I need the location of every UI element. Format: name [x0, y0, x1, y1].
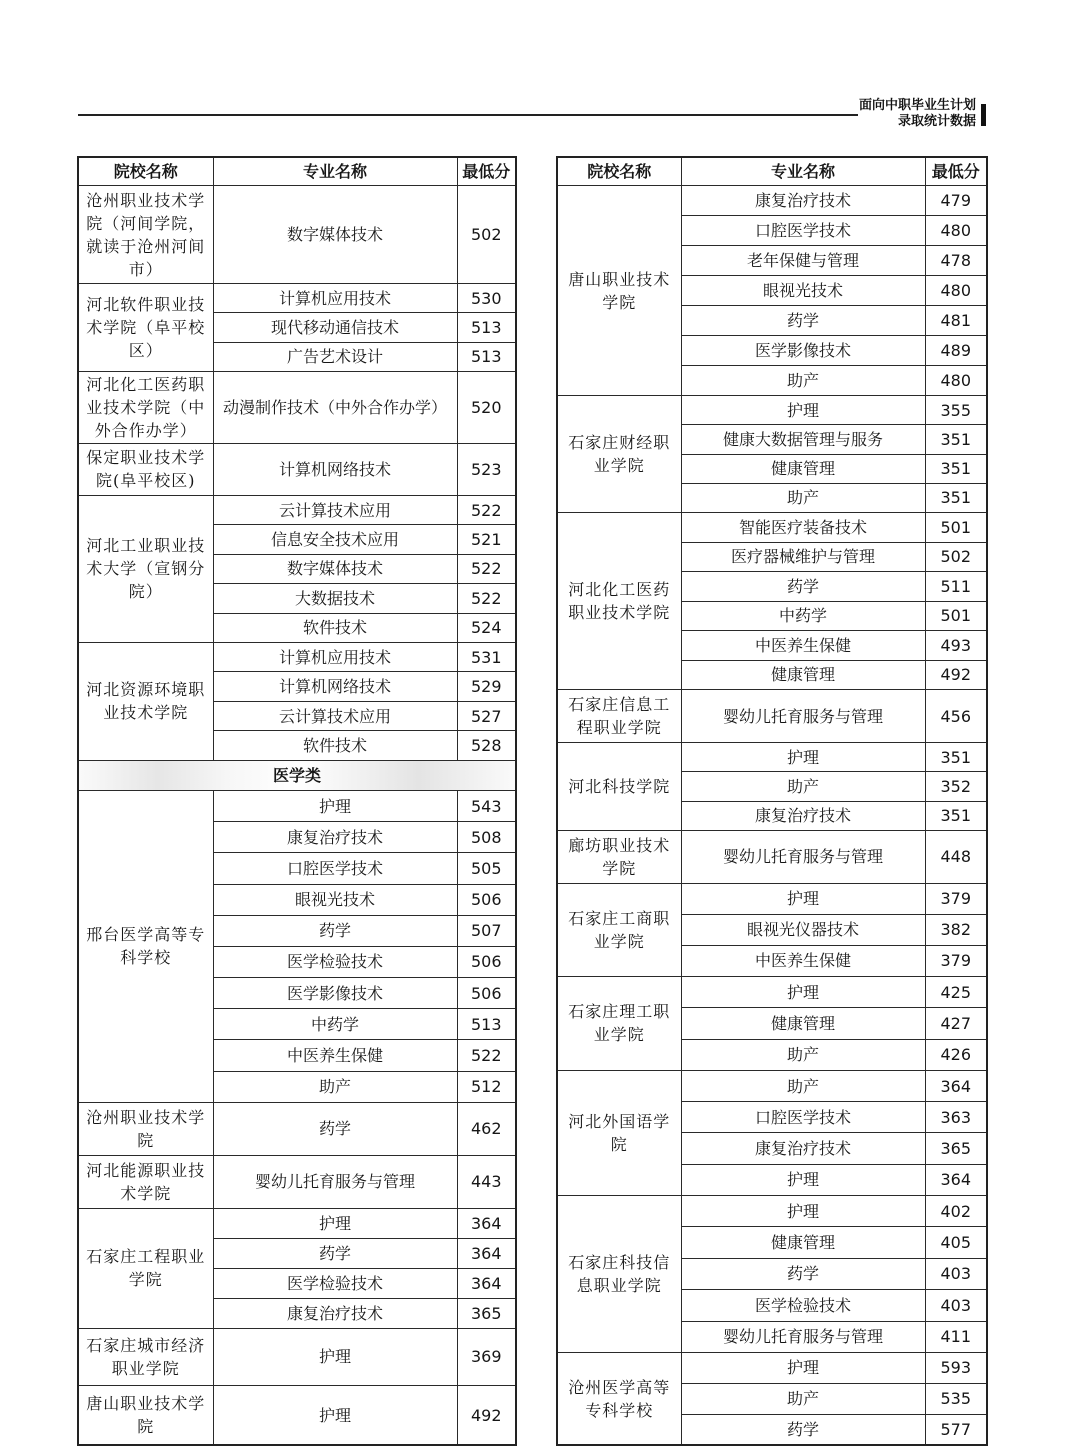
min-score-cell: 351	[925, 425, 987, 454]
table-header-row	[557, 157, 987, 186]
min-score-cell: 502	[925, 542, 987, 572]
min-score-cell: 426	[925, 1039, 987, 1070]
major-name-cell: 软件技术	[213, 731, 457, 761]
col-header-school: 院校名称	[78, 157, 213, 186]
table-row	[78, 642, 516, 672]
min-score-cell: 489	[925, 336, 987, 366]
school-name-cell: 河北能源职业技术学院	[78, 1155, 213, 1208]
min-score-cell: 365	[457, 1298, 516, 1328]
major-name-cell: 健康管理	[681, 1227, 925, 1258]
table-row	[78, 790, 516, 821]
min-score-cell: 364	[925, 1070, 987, 1101]
school-name-cell: 河北化工医药职业技术学院	[557, 513, 681, 690]
min-score-cell: 382	[925, 914, 987, 945]
min-score-cell: 480	[925, 276, 987, 306]
major-name-cell: 眼视光技术	[213, 884, 457, 915]
admission-table-right	[556, 156, 988, 1446]
major-name-cell: 护理	[681, 743, 925, 772]
major-name-cell: 康复治疗技术	[681, 1133, 925, 1164]
min-score-cell: 577	[925, 1414, 987, 1445]
table-row	[78, 1208, 516, 1238]
min-score-cell: 379	[925, 945, 987, 976]
min-score-cell: 379	[925, 883, 987, 914]
school-name-cell: 河北化工医药职业技术学院（中外合作办学）	[78, 371, 213, 443]
major-name-cell: 护理	[681, 976, 925, 1007]
major-name-cell: 中药学	[213, 1009, 457, 1040]
min-score-cell: 493	[925, 631, 987, 661]
major-name-cell: 计算机应用技术	[213, 284, 457, 313]
table-row	[78, 284, 516, 313]
min-score-cell: 501	[925, 601, 987, 631]
school-name-cell: 唐山职业技术学院	[78, 1385, 213, 1445]
major-name-cell: 护理	[681, 1195, 925, 1226]
major-name-cell: 药学	[681, 1258, 925, 1289]
header-line-1: 面向中职毕业生计划	[858, 98, 976, 113]
major-name-cell: 口腔医学技术	[681, 1102, 925, 1133]
min-score-cell: 479	[925, 186, 987, 216]
major-name-cell: 健康管理	[681, 660, 925, 690]
major-name-cell: 护理	[681, 1352, 925, 1383]
min-score-cell: 522	[457, 495, 516, 524]
min-score-cell: 364	[457, 1238, 516, 1268]
major-name-cell: 助产	[681, 1039, 925, 1070]
min-score-cell: 351	[925, 454, 987, 483]
table-row	[557, 396, 987, 425]
min-score-cell: 364	[925, 1164, 987, 1195]
school-name-cell: 石家庄理工职业学院	[557, 976, 681, 1070]
major-name-cell: 康复治疗技术	[213, 1298, 457, 1328]
major-name-cell: 现代移动通信技术	[213, 313, 457, 342]
school-name-cell: 石家庄科技信息职业学院	[557, 1195, 681, 1352]
col-header-score: 最低分	[457, 157, 516, 186]
min-score-cell: 506	[457, 946, 516, 977]
major-name-cell: 康复治疗技术	[213, 822, 457, 853]
header-line-2: 录取统计数据	[897, 114, 976, 129]
school-name-cell: 河北外国语学院	[557, 1070, 681, 1195]
min-score-cell: 527	[457, 701, 516, 731]
table-row	[557, 186, 987, 216]
min-score-cell: 543	[457, 790, 516, 821]
min-score-cell: 593	[925, 1352, 987, 1383]
school-name-cell: 沧州职业技术学院（河间学院，就读于沧州河间市）	[78, 186, 213, 284]
major-name-cell: 口腔医学技术	[681, 216, 925, 246]
major-name-cell: 数字媒体技术	[213, 186, 457, 284]
min-score-cell: 501	[925, 513, 987, 543]
category-row	[78, 760, 516, 790]
major-name-cell: 大数据技术	[213, 584, 457, 613]
min-score-cell: 520	[457, 371, 516, 443]
major-name-cell: 药学	[213, 1102, 457, 1155]
table-row	[557, 1070, 987, 1101]
min-score-cell: 529	[457, 672, 516, 702]
major-name-cell: 医学检验技术	[213, 1268, 457, 1298]
col-header-major: 专业名称	[681, 157, 925, 186]
min-score-cell: 365	[925, 1133, 987, 1164]
major-name-cell: 康复治疗技术	[681, 801, 925, 830]
min-score-cell: 505	[457, 853, 516, 884]
table-row	[557, 1352, 987, 1383]
school-name-cell: 廊坊职业技术学院	[557, 830, 681, 883]
min-score-cell: 402	[925, 1195, 987, 1226]
col-header-major: 专业名称	[213, 157, 457, 186]
school-name-cell: 沧州职业技术学院	[78, 1102, 213, 1155]
major-name-cell: 健康管理	[681, 454, 925, 483]
header-bar	[981, 104, 986, 126]
major-name-cell: 口腔医学技术	[213, 853, 457, 884]
table-body-left	[78, 186, 516, 1446]
min-score-cell: 456	[925, 690, 987, 743]
min-score-cell: 512	[457, 1071, 516, 1102]
min-score-cell: 425	[925, 976, 987, 1007]
major-name-cell: 助产	[681, 483, 925, 512]
major-name-cell: 婴幼儿托育服务与管理	[681, 690, 925, 743]
min-score-cell: 427	[925, 1008, 987, 1039]
min-score-cell: 530	[457, 284, 516, 313]
category-label-medical: 医学类	[78, 760, 516, 790]
major-name-cell: 助产	[681, 1070, 925, 1101]
min-score-cell: 522	[457, 1040, 516, 1071]
table-row	[78, 1385, 516, 1445]
min-score-cell: 513	[457, 1009, 516, 1040]
min-score-cell: 508	[457, 822, 516, 853]
major-name-cell: 助产	[681, 1383, 925, 1414]
table-row	[78, 186, 516, 284]
table-header-row	[78, 157, 516, 186]
school-name-cell: 河北科技学院	[557, 743, 681, 831]
min-score-cell: 506	[457, 884, 516, 915]
major-name-cell: 药学	[213, 1238, 457, 1268]
min-score-cell: 369	[457, 1328, 516, 1385]
major-name-cell: 眼视光仪器技术	[681, 914, 925, 945]
major-name-cell: 健康管理	[681, 1008, 925, 1039]
col-header-score: 最低分	[925, 157, 987, 186]
table-row	[557, 690, 987, 743]
min-score-cell: 403	[925, 1290, 987, 1321]
table-row	[557, 883, 987, 914]
table-row	[557, 830, 987, 883]
major-name-cell: 护理	[681, 396, 925, 425]
major-name-cell: 中医养生保健	[213, 1040, 457, 1071]
min-score-cell: 481	[925, 306, 987, 336]
major-name-cell: 护理	[681, 1164, 925, 1195]
min-score-cell: 364	[457, 1208, 516, 1238]
school-name-cell: 石家庄工商职业学院	[557, 883, 681, 976]
major-name-cell: 医学检验技术	[681, 1290, 925, 1321]
major-name-cell: 医学检验技术	[213, 946, 457, 977]
col-header-school: 院校名称	[557, 157, 681, 186]
school-name-cell: 河北工业职业技术大学（宣钢分院）	[78, 495, 213, 642]
major-name-cell: 助产	[681, 366, 925, 396]
min-score-cell: 480	[925, 366, 987, 396]
major-name-cell: 助产	[681, 772, 925, 801]
major-name-cell: 药学	[681, 1414, 925, 1445]
min-score-cell: 405	[925, 1227, 987, 1258]
min-score-cell: 513	[457, 342, 516, 371]
major-name-cell: 婴幼儿托育服务与管理	[213, 1155, 457, 1208]
major-name-cell: 药学	[681, 306, 925, 336]
min-score-cell: 524	[457, 613, 516, 642]
min-score-cell: 443	[457, 1155, 516, 1208]
min-score-cell: 403	[925, 1258, 987, 1289]
min-score-cell: 411	[925, 1321, 987, 1352]
min-score-cell: 355	[925, 396, 987, 425]
school-name-cell: 石家庄工程职业学院	[78, 1208, 213, 1328]
major-name-cell: 医学影像技术	[681, 336, 925, 366]
min-score-cell: 351	[925, 801, 987, 830]
school-name-cell: 石家庄财经职业学院	[557, 396, 681, 513]
school-name-cell: 保定职业技术学院(阜平校区)	[78, 443, 213, 495]
school-name-cell: 石家庄信息工程职业学院	[557, 690, 681, 743]
major-name-cell: 护理	[213, 1328, 457, 1385]
admission-table-left	[77, 156, 517, 1446]
major-name-cell: 广告艺术设计	[213, 342, 457, 371]
min-score-cell: 480	[925, 216, 987, 246]
major-name-cell: 眼视光技术	[681, 276, 925, 306]
min-score-cell: 528	[457, 731, 516, 761]
school-name-cell: 河北资源环境职业技术学院	[78, 642, 213, 760]
major-name-cell: 智能医疗装备技术	[681, 513, 925, 543]
min-score-cell: 492	[457, 1385, 516, 1445]
table-row	[557, 743, 987, 772]
major-name-cell: 中药学	[681, 601, 925, 631]
min-score-cell: 511	[925, 572, 987, 602]
major-name-cell: 健康大数据管理与服务	[681, 425, 925, 454]
major-name-cell: 护理	[213, 1385, 457, 1445]
min-score-cell: 521	[457, 525, 516, 554]
major-name-cell: 护理	[213, 1208, 457, 1238]
major-name-cell: 信息安全技术应用	[213, 525, 457, 554]
min-score-cell: 462	[457, 1102, 516, 1155]
min-score-cell: 513	[457, 313, 516, 342]
major-name-cell: 数字媒体技术	[213, 554, 457, 583]
major-name-cell: 软件技术	[213, 613, 457, 642]
major-name-cell: 康复治疗技术	[681, 186, 925, 216]
major-name-cell: 计算机网络技术	[213, 443, 457, 495]
major-name-cell: 云计算技术应用	[213, 495, 457, 524]
major-name-cell: 中医养生保健	[681, 631, 925, 661]
table-row	[78, 1102, 516, 1155]
min-score-cell: 523	[457, 443, 516, 495]
major-name-cell: 中医养生保健	[681, 945, 925, 976]
table-row	[557, 513, 987, 543]
min-score-cell: 502	[457, 186, 516, 284]
min-score-cell: 351	[925, 483, 987, 512]
major-name-cell: 护理	[681, 883, 925, 914]
major-name-cell: 婴幼儿托育服务与管理	[681, 830, 925, 883]
major-name-cell: 药学	[213, 915, 457, 946]
header-rule	[78, 114, 858, 116]
major-name-cell: 药学	[681, 572, 925, 602]
min-score-cell: 363	[925, 1102, 987, 1133]
min-score-cell: 535	[925, 1383, 987, 1414]
min-score-cell: 492	[925, 660, 987, 690]
school-name-cell: 邢台医学高等专科学校	[78, 790, 213, 1102]
table-body-right	[557, 186, 987, 1446]
table-row	[78, 1328, 516, 1385]
min-score-cell: 352	[925, 772, 987, 801]
table-row	[78, 371, 516, 443]
major-name-cell: 婴幼儿托育服务与管理	[681, 1321, 925, 1352]
min-score-cell: 522	[457, 584, 516, 613]
major-name-cell: 护理	[213, 790, 457, 821]
min-score-cell: 448	[925, 830, 987, 883]
min-score-cell: 507	[457, 915, 516, 946]
page-header	[859, 98, 976, 130]
table-row	[557, 976, 987, 1007]
min-score-cell: 531	[457, 642, 516, 672]
min-score-cell: 522	[457, 554, 516, 583]
min-score-cell: 478	[925, 246, 987, 276]
major-name-cell: 动漫制作技术（中外合作办学）	[213, 371, 457, 443]
school-name-cell: 唐山职业技术学院	[557, 186, 681, 396]
school-name-cell: 河北软件职业技术学院（阜平校区）	[78, 284, 213, 372]
min-score-cell: 506	[457, 978, 516, 1009]
min-score-cell: 364	[457, 1268, 516, 1298]
table-row	[78, 443, 516, 495]
school-name-cell: 石家庄城市经济职业学院	[78, 1328, 213, 1385]
min-score-cell: 351	[925, 743, 987, 772]
table-row	[78, 1155, 516, 1208]
major-name-cell: 计算机网络技术	[213, 672, 457, 702]
table-row	[557, 1195, 987, 1226]
major-name-cell: 老年保健与管理	[681, 246, 925, 276]
major-name-cell: 医疗器械维护与管理	[681, 542, 925, 572]
school-name-cell: 沧州医学高等专科学校	[557, 1352, 681, 1445]
major-name-cell: 助产	[213, 1071, 457, 1102]
table-row	[78, 495, 516, 524]
major-name-cell: 计算机应用技术	[213, 642, 457, 672]
major-name-cell: 云计算技术应用	[213, 701, 457, 731]
major-name-cell: 医学影像技术	[213, 978, 457, 1009]
